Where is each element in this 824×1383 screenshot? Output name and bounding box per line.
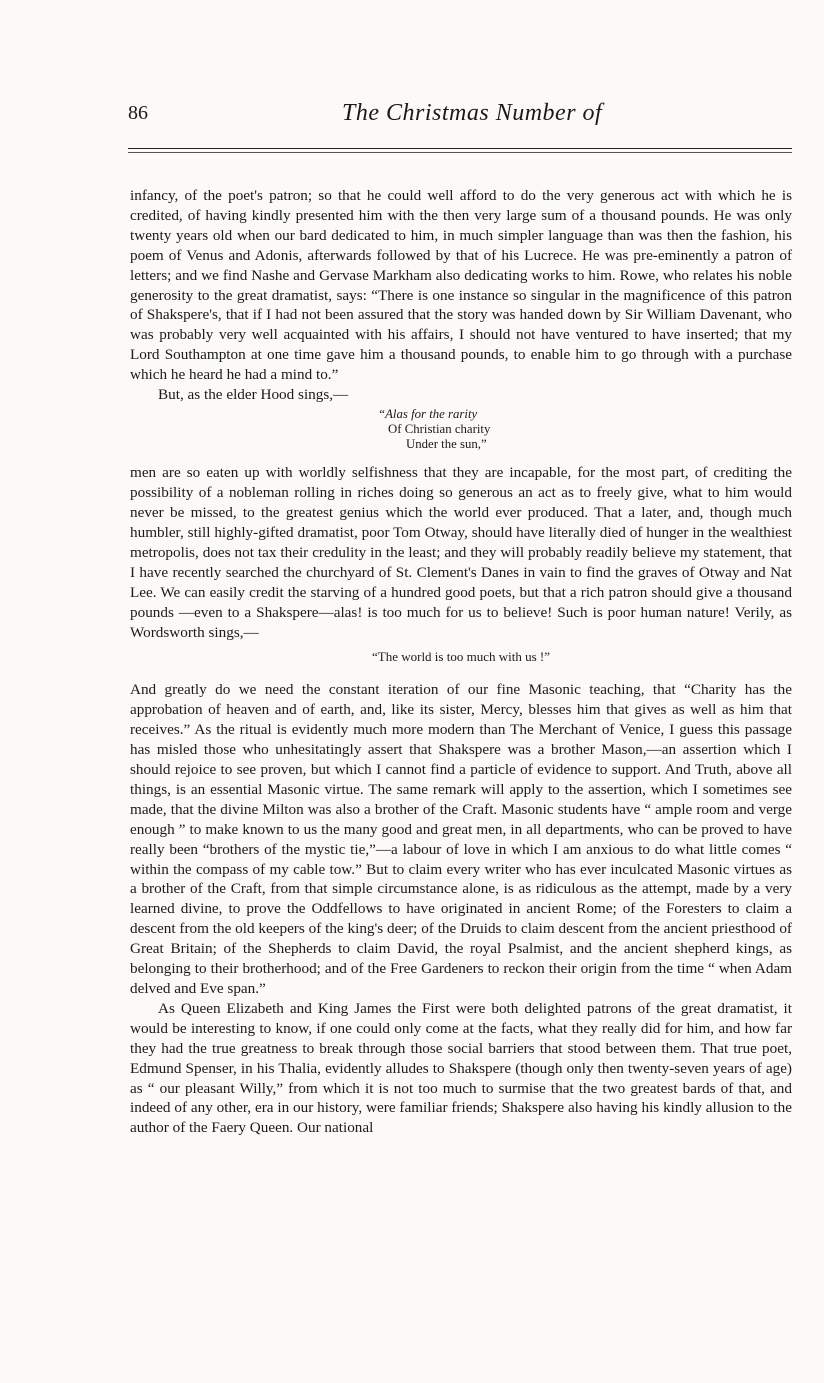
- paragraph-1: infancy, of the poet's patron; so that he could well afford to do the very generous act with which he is credited, of having kindly presented him with the then very large sum of a thousand pounds. He was only twenty years old when our bard dedicated to him, in much simpler language than was then the fashion, his poem of Venus and Adonis, afterwards followed by that of his Lucrece. He was pre-eminently a patron of letters; and we find Nashe and Gervase Markham also dedicating works to him. Rowe, who relates his noble generosity to the great dramatist, says: “There is one instance so singular in the magnificence of this patron of Shakspere's, that if I had not been assured that the story was handed down by Sir William Davenant, who was probably very well acquainted with his affairs, I should not have ventured to have inserted; that my Lord Southampton at one time gave him a thousand pounds, to enable him to go through with a purchase which he heard he had a mind to.”: [130, 187, 792, 384]
- verse-line-3: Under the sun,”: [406, 436, 487, 451]
- article-body: [130, 186, 792, 1138]
- running-title: The Christmas Number of: [342, 100, 603, 126]
- verse-line-2: Of Christian charity: [388, 421, 491, 436]
- verse-line-1: “Alas for the rarity: [378, 406, 478, 421]
- page-number: 86: [128, 102, 148, 124]
- hood-verse: [130, 407, 792, 451]
- paragraph-5: As Queen Elizabeth and King James the First were both delighted patrons of the great dramatist, it would be interesting to know, if one could only come at the facts, what they really did for him, and how far they had the true greatness to break through those social barriers that stood between them. That true poet, Edmund Spenser, in his Thalia, evidently alludes to Shakspere (though only then twenty-seven years of age) as “ our pleasant Willy,” from which it is not too much to surmise that the two greatest bards of that, and indeed of any other, era in our history, were familiar friends; Shakspere also having his kindly allusion to the author of the Faery Queen. Our national: [130, 999, 792, 1137]
- header-rule-thin: [128, 152, 792, 153]
- wordsworth-quote: “The world is too much with us !”: [372, 648, 550, 664]
- paragraph-3: men are so eaten up with worldly selfishness that they are incapable, for the most part, of crediting the possibility of a nobleman rolling in riches doing so generous an act as to freely give, what to him would never be missed, to the greatest genius which the world ever produced. That a later, and, though much humbler, still highly-gifted dramatist, poor Tom Otway, should have literally died of hunger in the wealthiest metropolis, does not tax their credulity in the least; and they will probably readily believe my statement, that I have recently searched the churchyard of St. Clement's Danes in vain to find the graves of Otway and Nat Lee. We can easily credit the starving of a hundred good poets, but that a rich patron should give a thousand pounds —even to a Shakspere—alas! is too much for us to believe! Such is poor human nature! Verily, as Wordsworth sings,—: [130, 464, 792, 641]
- header-rule: [128, 148, 792, 149]
- paragraph-2: But, as the elder Hood sings,—: [158, 386, 349, 404]
- page-header: [128, 96, 790, 136]
- paragraph-4: And greatly do we need the constant iteration of our fine Masonic teaching, that “Charity has the approbation of heaven and of earth, and, like its sister, Mercy, blesses him that gives as well as him that receives.” As the ritual is evidently much more modern than The Merchant of Venice, I guess this passage has misled those who unhesitatingly assert that Shakspere was a brother Mason,—an assertion which I should rejoice to see proven, but which I cannot find a particle of evidence to support. And Truth, above all things, is an essential Masonic virtue. The same remark will apply to the assertion, which I sometimes see made, that the divine Milton was also a brother of the Craft. Masonic students have “ ample room and verge enough ” to make known to us the many good and great men, in all departments, who can be proved to have really been “brothers of the mystic tie,”—a labour of love in which I am anxious to do what little comes “ within the compass of my cable tow.” But to claim every writer who has ever inculcated Masonic virtues as a brother of the Craft, from that simple circumstance alone, is as ridiculous as the attempt, made by a very learned divine, to prove the Oddfellows to have originated in ancient Rome; of the Foresters to claim a descent from the old keepers of the king's deer; of the Druids to claim descent from the ancient priesthood of Great Britain; of the Shepherds to claim David, the royal Psalmist, and the ancient shepherd kings, as belonging to their brotherhood; and of the Free Gardeners to reckon their origin from the time “ when Adam delved and Eve span.”: [130, 681, 792, 998]
